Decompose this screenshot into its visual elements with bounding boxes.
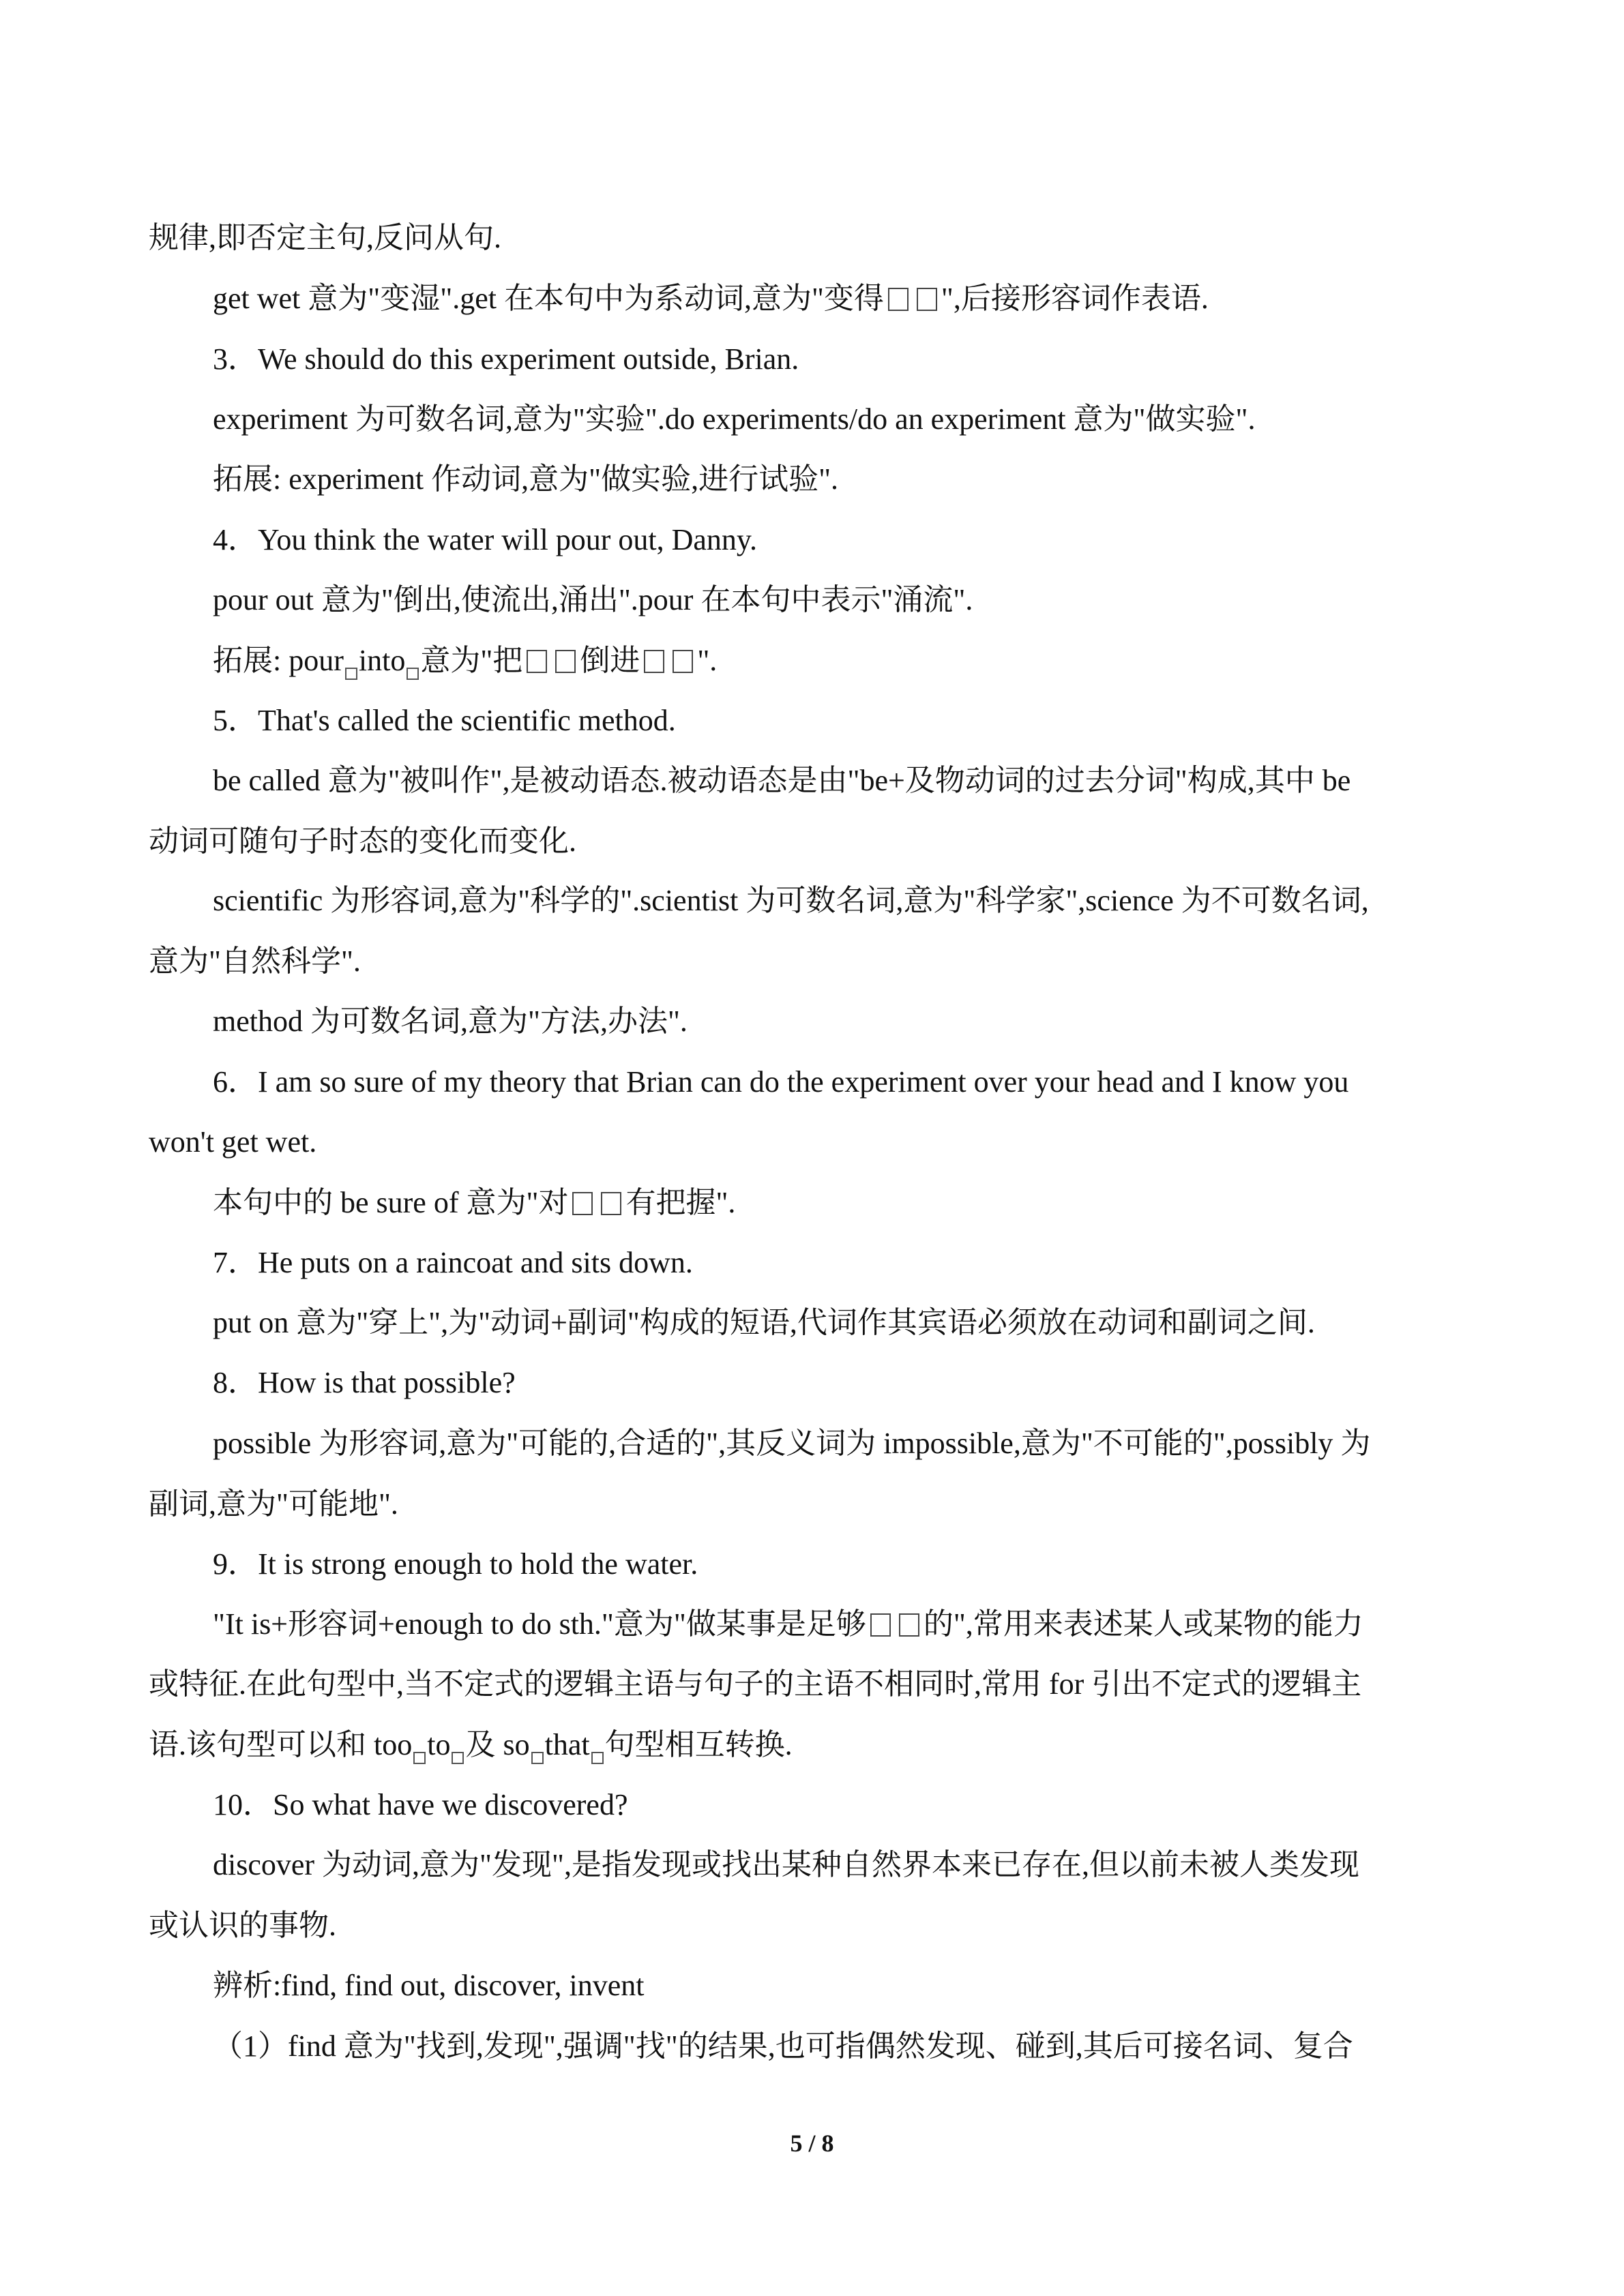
text-line: [149, 1123, 316, 1161]
text-line: [213, 1425, 1370, 1463]
text-line: [213, 1304, 1315, 1342]
missing-glyph-box: [555, 650, 576, 673]
text-segment: 的",常用来表述某人或某物的能力: [923, 1607, 1363, 1641]
text-segment: 倒进: [580, 644, 640, 677]
text-line: [213, 642, 717, 680]
text-line: [213, 1184, 735, 1222]
text-segment: 5．That's called the scientific method.: [213, 704, 676, 737]
text-line: [213, 521, 757, 559]
text-segment: 8．How is that possible?: [213, 1366, 516, 1399]
text-line: [213, 1846, 1359, 1884]
text-segment: 7．He puts on a raincoat and sits down.: [213, 1246, 693, 1279]
missing-glyph-small-box: [413, 1752, 426, 1764]
text-line: [213, 1063, 1348, 1101]
text-segment: that: [544, 1728, 590, 1761]
text-segment: （1）find 意为"找到,发现",强调"找"的结果,也可指偶然发现、碰到,其后可接名词、复合: [213, 2029, 1353, 2063]
text-segment: 3．We should do this experiment outside, Brian.: [213, 342, 799, 376]
text-line: [213, 581, 973, 619]
text-segment: pour out 意为"倒出,使流出,涌出".pour 在本句中表示"涌流".: [213, 583, 973, 616]
text-segment: 副词,意为"可能地".: [149, 1487, 398, 1521]
text-segment: 10．So what have we discovered?: [213, 1788, 628, 1821]
text-line: [213, 882, 1369, 920]
missing-glyph-box: [644, 650, 664, 673]
text-segment: won't get wet.: [149, 1125, 317, 1159]
text-segment: 辨析:find, find out, discover, invent: [213, 1969, 645, 2002]
text-segment: put on 意为"穿上",为"动词+副词"构成的短语,代词作其宾语必须放在动词和副词之间.: [213, 1306, 1315, 1339]
missing-glyph-box: [899, 1613, 919, 1637]
missing-glyph-small-box: [452, 1752, 464, 1764]
text-line: [213, 1605, 1363, 1643]
missing-glyph-box: [673, 650, 693, 673]
text-segment: be called 意为"被叫作",是被动语态.被动语态是由"be+及物动词的过去分词"构成,其中 be: [213, 764, 1351, 797]
missing-glyph-box: [527, 650, 547, 673]
text-line: [213, 2027, 1353, 2066]
text-line: [149, 942, 361, 981]
text-segment: "It is+形容词+enough to do sth."意为"做某事是足够: [213, 1607, 866, 1641]
missing-glyph-small-box: [407, 668, 419, 680]
missing-glyph-box: [917, 288, 937, 311]
text-line: [213, 702, 676, 740]
text-segment: discover 为动词,意为"发现",是指发现或找出某种自然界本来已存在,但以前未被人类发现: [213, 1848, 1359, 1881]
text-segment: 6．I am so sure of my theory that Brian can do the experiment over your head and I know you: [213, 1065, 1349, 1099]
text-segment: into: [358, 644, 406, 677]
text-segment: 语.该句型可以和 too: [149, 1728, 413, 1761]
text-segment: 意为"自然科学".: [149, 944, 361, 978]
text-line: [149, 1726, 793, 1764]
text-segment: to: [427, 1728, 451, 1761]
text-segment: 意为"把: [420, 644, 523, 677]
text-line: [149, 822, 576, 861]
text-segment: 规律,即否定主句,反问从句.: [149, 221, 501, 254]
text-line: [149, 1665, 1361, 1703]
text-segment: experiment 为可数名词,意为"实验".do experiments/do an experiment 意为"做实验".: [213, 402, 1256, 436]
text-segment: 或特征.在此句型中,当不定式的逻辑主语与句子的主语不相同时,常用 for 引出不定式的逻辑主: [149, 1667, 1362, 1701]
text-segment: possible 为形容词,意为"可能的,合适的",其反义词为 impossible,意为"不可能的",possibly 为: [213, 1427, 1371, 1460]
text-segment: 及 so: [465, 1728, 530, 1761]
text-line: [213, 400, 1255, 438]
text-line: [149, 219, 501, 257]
missing-glyph-small-box: [345, 668, 357, 680]
missing-glyph-box: [870, 1613, 891, 1637]
text-segment: ".: [697, 644, 718, 677]
text-line: [213, 1364, 516, 1402]
text-segment: 有把握".: [625, 1186, 736, 1219]
text-segment: method 为可数名词,意为"方法,办法".: [213, 1004, 688, 1038]
text-segment: 拓展: experiment 作动词,意为"做实验,进行试验".: [213, 462, 839, 496]
text-segment: get wet 意为"变湿".get 在本句中为系动词,意为"变得: [213, 282, 884, 315]
text-line: [213, 1244, 693, 1282]
text-line: [149, 1907, 336, 1945]
text-line: [213, 1002, 688, 1041]
text-segment: 或认识的事物.: [149, 1909, 336, 1942]
text-line: [213, 340, 799, 378]
text-line: [213, 1786, 628, 1824]
missing-glyph-small-box: [591, 1752, 604, 1764]
missing-glyph-small-box: [531, 1752, 544, 1764]
text-line: [149, 1485, 398, 1523]
text-segment: ",后接形容词作表语.: [941, 282, 1209, 315]
missing-glyph-box: [572, 1192, 593, 1215]
page-number: 5 / 8: [790, 2130, 834, 2157]
missing-glyph-box: [888, 288, 909, 311]
text-line: [213, 280, 1209, 318]
text-segment: 动词可随句子时态的变化而变化.: [149, 824, 576, 858]
text-segment: 4．You think the water will pour out, Danny.: [213, 523, 758, 556]
text-line: [213, 460, 838, 498]
text-line: [213, 1967, 644, 2005]
text-line: [213, 762, 1350, 800]
text-segment: 9．It is strong enough to hold the water.: [213, 1547, 698, 1581]
missing-glyph-box: [601, 1192, 621, 1215]
text-segment: 本句中的 be sure of 意为"对: [213, 1186, 569, 1219]
text-segment: scientific 为形容词,意为"科学的".scientist 为可数名词,意为"科学家",science 为不可数名词,: [213, 884, 1369, 917]
text-line: [213, 1545, 698, 1583]
text-segment: 拓展: pour: [213, 644, 344, 677]
text-segment: 句型相互转换.: [604, 1728, 793, 1761]
